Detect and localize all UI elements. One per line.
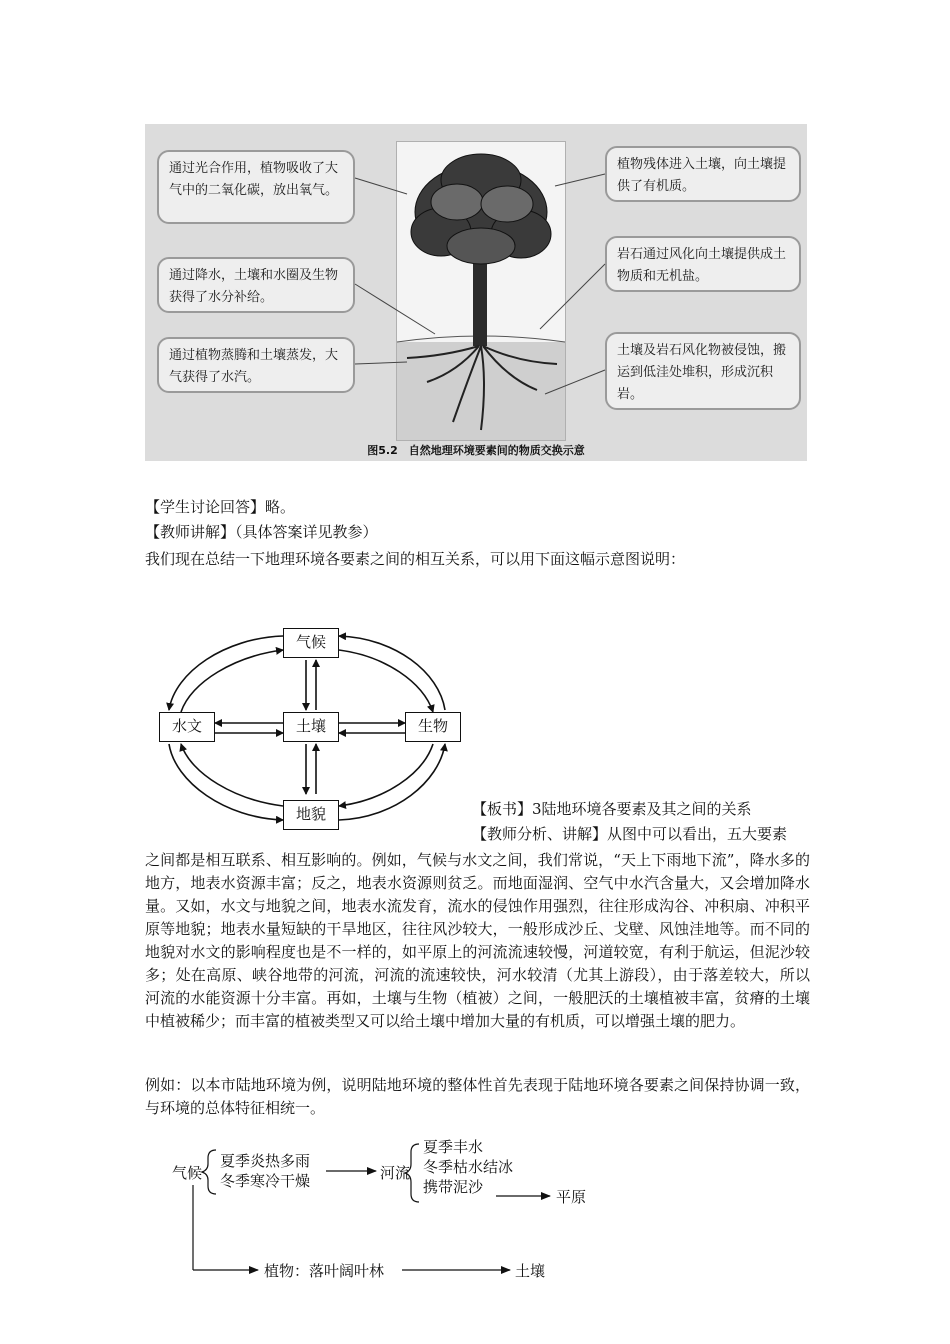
node-biology: 生物 (405, 712, 461, 742)
student-discussion-line: 【学生讨论回答】略。 (145, 498, 296, 516)
node-landform: 地貌 (283, 800, 339, 830)
flow-plain: 平原 (556, 1188, 587, 1206)
figure-caption: 图5.2 自然地理环境要素间的物质交换示意 (367, 444, 585, 457)
summary-line: 我们现在总结一下地理环境各要素之间的相互关系，可以用下面这幅示意图说明： (145, 550, 686, 568)
flow-river-item-2: 冬季枯水结冰 (423, 1158, 514, 1176)
flow-river-item-1: 夏季丰水 (423, 1138, 484, 1156)
flow-climate-item-1: 夏季炎热多雨 (220, 1152, 311, 1170)
example-paragraph: 例如：以本市陆地环境为例，说明陆地环境的整体性首先表现于陆地环境各要素之间保持协调一致，与环境的总体特征相统一。 (145, 1076, 810, 1117)
flow-climate-item-2: 冬季寒冷干燥 (220, 1172, 311, 1190)
node-hydrology: 水文 (159, 712, 215, 742)
callout-plant-residue: 植物残体进入土壤，向土壤提供了有机质。 (605, 146, 801, 202)
analysis-body: 之间都是相互联系、相互影响的。例如，气候与水文之间，我们常说，“天上下雨地下流”，降水多的地方，地表水资源丰富；反之，地表水资源则贫乏。而地面湿润、空气中水汽含量大，又会增加降水量。又如，水文与地貌之间，地表水流发育，流水的侵蚀作用强烈，往往形成沟谷、冲积扇、冲积平原等地貌；地表水量短缺的干旱地区，往往风沙较大，一般形成沙丘、戈壁、风蚀洼地等。而不同的地貌对水文的影响程度也是不一样的，如平原上的河流流速较慢，河道较宽，有利于航运，但泥沙较多；处在高原、峡谷地带的河流，河流的流速较快，河水较清（尤其上游段），由于落差较大，所以河流的水能资源十分丰富。再如，土壤与生物（植被）之间，一般肥沃的土壤植被丰富，贫瘠的土壤中植被稀少；而丰富的植被类型又可以给土壤中增加大量的有机质，可以增强土壤的肥力。 (145, 851, 810, 1030)
callout-sedimentation: 土壤及岩石风化物被侵蚀，搬运到低洼处堆积，形成沉积岩。 (605, 332, 801, 410)
node-climate: 气候 (283, 628, 339, 658)
callout-photosynthesis: 通过光合作用，植物吸收了大气中的二氧化碳，放出氧气。 (157, 150, 355, 224)
flow-soil: 土壤 (515, 1262, 546, 1280)
flow-river-item-3: 携带泥沙 (423, 1178, 484, 1196)
callout-evaporation: 通过植物蒸腾和土壤蒸发，大气获得了水汽。 (157, 337, 355, 393)
callout-rock-weathering: 岩石通过风化向土壤提供成土物质和无机盐。 (605, 236, 801, 292)
flow-climate: 气候 (172, 1164, 203, 1182)
analysis-heading: 【教师分析、讲解】从图中可以看出，五大要素 (472, 825, 788, 843)
node-soil: 土壤 (283, 712, 339, 742)
flow-plant: 植物：落叶阔叶林 (264, 1262, 385, 1280)
board-note: 【板书】3陆地环境各要素及其之间的关系 (472, 800, 752, 818)
callout-precipitation: 通过降水，土壤和水圈及生物获得了水分补给。 (157, 257, 355, 313)
teacher-explanation-line: 【教师讲解】（具体答案详见教参） (145, 523, 378, 541)
flow-river: 河流 (380, 1164, 411, 1182)
